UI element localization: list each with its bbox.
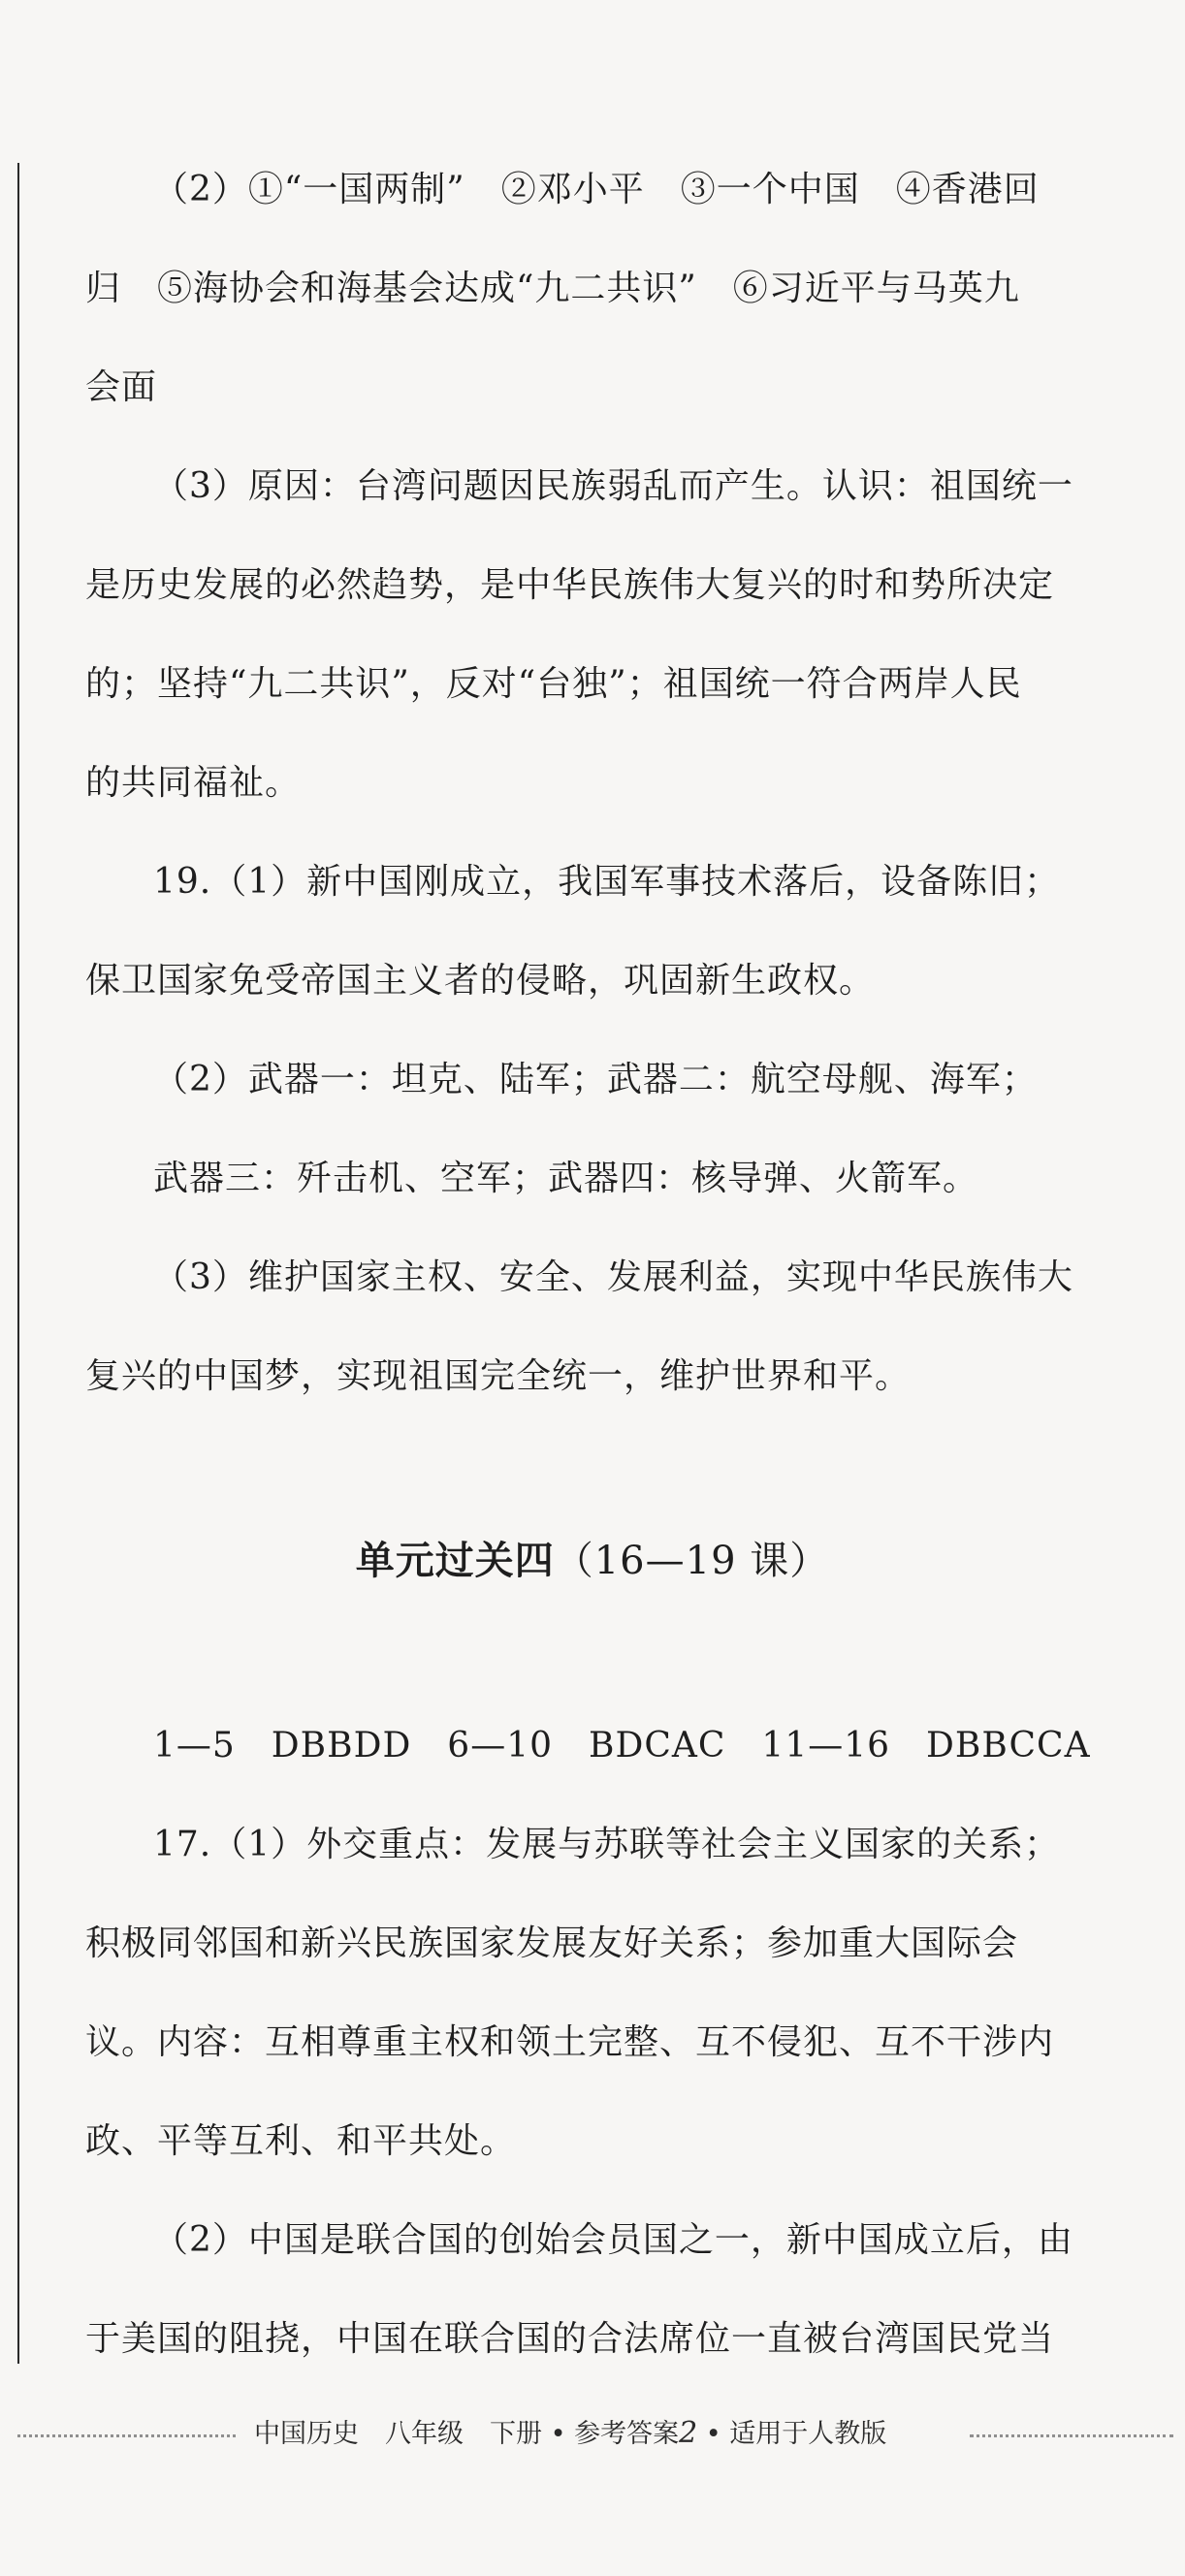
body-line: （3）维护国家主权、安全、发展利益，实现中华民族伟大: [153, 1257, 1073, 1297]
body-line: 的；坚持“九二共识”，反对“台独”；祖国统一符合两岸人民: [85, 664, 1022, 704]
body-line: 政、平等互利、和平共处。: [85, 2121, 517, 2161]
answer-key-line: 1—5 DBBDD 6—10 BDCAC 11—16 DBBCCA: [153, 1726, 1091, 1765]
page-number: 2: [679, 2416, 698, 2450]
body-line: 19.（1）新中国刚成立，我国军事技术落后，设备陈旧；: [153, 862, 1061, 902]
body-line: 是历史发展的必然趋势，是中华民族伟大复兴的时和势所决定: [85, 565, 1055, 605]
footer-suffix: • 适用于人教版: [697, 2419, 887, 2449]
body-line: （3）原因：台湾问题因民族弱乱而产生。认识：祖国统一: [153, 466, 1073, 506]
section-title-text: 单元过关四: [355, 1539, 555, 1583]
body-line: 归 ⑤海协会和海基会达成“九二共识” ⑥习近平与马英九: [85, 269, 1020, 308]
page-footer: [254, 2414, 886, 2454]
body-line: 会面: [85, 367, 158, 407]
body-line: 17.（1）外交重点：发展与苏联等社会主义国家的关系；: [153, 1825, 1061, 1864]
footer-divider-right: [970, 2434, 1173, 2437]
left-margin-rule: [17, 163, 19, 2364]
footer-text: 中国历史 八年级 下册 • 参考答案: [254, 2419, 680, 2449]
body-line: 议。内容：互相尊重主权和领土完整、互不侵犯、互不干涉内: [85, 2022, 1055, 2062]
section-title: [0, 1534, 1185, 1588]
body-line: 复兴的中国梦，实现祖国完全统一，维护世界和平。: [85, 1356, 912, 1396]
body-line: 的共同福祉。: [85, 763, 302, 803]
body-line: （2）①“一国两制” ②邓小平 ③一个中国 ④香港回: [153, 170, 1040, 209]
body-line: （2）武器一：坦克、陆军；武器二：航空母舰、海军；: [153, 1060, 1038, 1099]
body-line: （2）中国是联合国的创始会员国之一，新中国成立后，由: [153, 2220, 1073, 2260]
body-line: 保卫国家免受帝国主义者的侵略，巩固新生政权。: [85, 961, 876, 1001]
footer-divider-left: [17, 2434, 236, 2437]
body-line: 武器三：歼击机、空军；武器四：核导弹、火箭军。: [153, 1159, 979, 1198]
body-line: 于美国的阻挠，中国在联合国的合法席位一直被台湾国民党当: [85, 2319, 1055, 2359]
section-title-range: （16—19 课）: [554, 1539, 830, 1583]
body-line: 积极同邻国和新兴民族国家发展友好关系；参加重大国际会: [85, 1924, 1019, 1963]
